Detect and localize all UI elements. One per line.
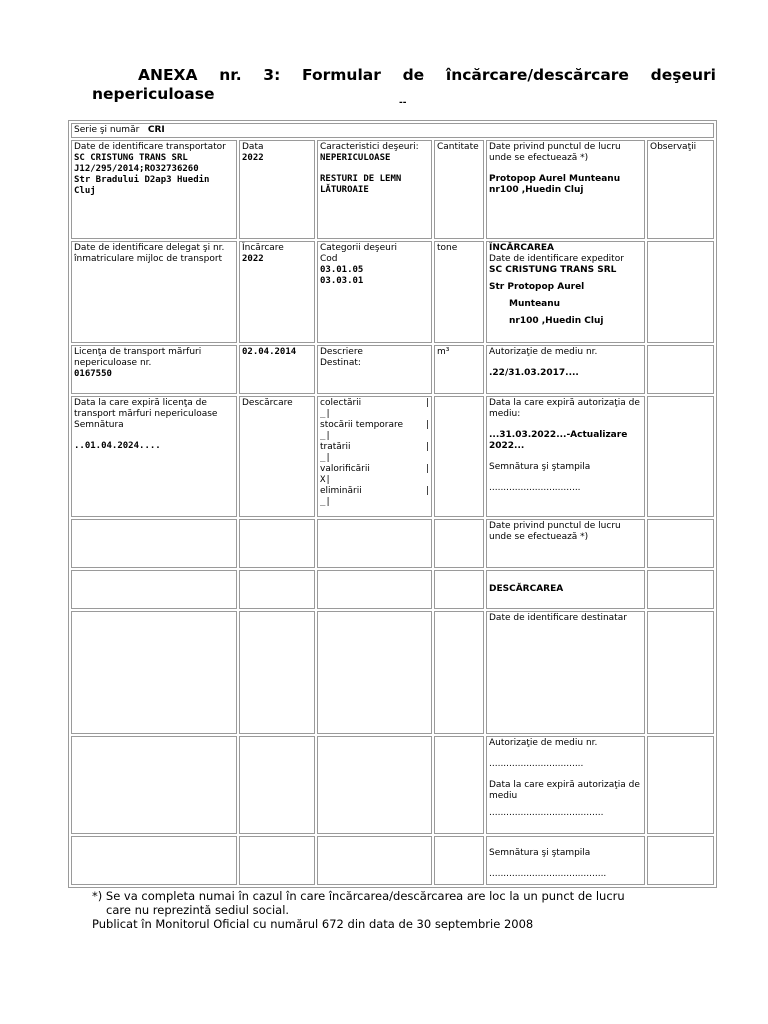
empty-cell: [71, 519, 237, 568]
empty-cell: [434, 519, 484, 568]
empty-cell: [317, 570, 432, 609]
empty-cell: [317, 519, 432, 568]
waste-code-2: 03.03.01: [320, 275, 364, 286]
descarcare-cell: Descărcare: [239, 396, 315, 517]
cantitate-cell: Cantitate: [434, 140, 484, 238]
op-mark: X|: [320, 475, 331, 486]
destinatar-cell: Date de identificare destinatar: [486, 611, 645, 734]
licenta-date: 02.04.2014: [242, 346, 297, 357]
empty-cell: [434, 611, 484, 734]
empty-cell: [71, 736, 237, 834]
empty-cell: [239, 570, 315, 609]
empty-cell: [434, 396, 484, 517]
expira-licenta-cell: Data la care expiră licenţa de transport mărfuri nepericuloase Semnătura ..01.04.2024....: [71, 396, 237, 517]
punct-lucru-descarcare-cell: Date privind punctul de lucru unde se efectuează *): [486, 519, 645, 568]
aut-expira-cell: Data la care expiră autorizaţia de mediu: ...31.03.2022...-Actualizare 2022... Semnătura şi ştampila ................................: [486, 396, 645, 517]
op-mark: _|: [320, 497, 331, 508]
empty-cell: [239, 836, 315, 885]
empty-cell: [434, 570, 484, 609]
autorizatie-destinatar-cell: Autorizaţie de mediu nr. ................................. Data la care expiră autorizaţia de mediu ........................................: [486, 736, 645, 834]
caracteristici-cell: Caracteristici deşeuri: NEPERICULOASE RESTURI DE LEMN LĂTUROAIE: [317, 140, 432, 238]
empty-cell: [317, 611, 432, 734]
observatii-cell: Observaţii: [647, 140, 714, 238]
descarcarea-cell: [486, 570, 645, 609]
autorizatie-cell: Autorizaţie de mediu nr. .22/31.03.2017....: [486, 345, 645, 394]
empty-cell: [647, 345, 714, 394]
empty-cell: [647, 836, 714, 885]
empty-cell: [434, 836, 484, 885]
empty-cell: [647, 736, 714, 834]
incarcarea-title: ÎNCĂRCAREA: [489, 242, 554, 253]
op-mark: _|: [320, 453, 331, 464]
categorii-cell: Categorii deşeuri Cod 03.01.05 03.03.01: [317, 241, 432, 343]
empty-cell: [71, 611, 237, 734]
publication-note: Publicat în Monitorul Oficial cu numărul 672 din data de 30 septembrie 2008: [92, 917, 534, 931]
empty-cell: [317, 736, 432, 834]
incarcare-cell: Încărcare 2022: [239, 241, 315, 343]
empty-cell: [239, 736, 315, 834]
serie-cell: Serie şi număr CRI: [71, 123, 714, 138]
operations-cell: colectării | _| stocării temporare | _| tratării | _| valorificării | X| eliminării | _|: [317, 396, 432, 517]
incarcarea-cell: ÎNCĂRCAREA Date de identificare expeditor SC CRISTUNG TRANS SRL Str Protopop Aurel Munteanu nr100 ,Huedin Cluj: [486, 241, 645, 343]
caracteristici-value: NEPERICULOASE: [320, 153, 391, 164]
empty-cell: [239, 611, 315, 734]
expeditor-address-2: Munteanu: [509, 298, 561, 309]
waste-form-table: [68, 120, 717, 888]
document-title: ANEXA nr. 3: Formular de încărcare/descărcare deşeuri nepericuloase: [92, 66, 716, 103]
footnote: *) Se va completa numai în cazul în care încărcarea/descărcarea are loc la un punct de lucru: [92, 889, 625, 903]
empty-cell: [71, 570, 237, 609]
document-footer: [92, 889, 716, 931]
op-mark: _|: [320, 431, 331, 442]
empty-cell: [647, 241, 714, 343]
aut-expira-value: ...31.03.2022...-Actualizare 2022...: [489, 430, 628, 452]
footnote-continued: care nu reprezintă sediul social.: [106, 903, 290, 917]
op-mark: _|: [320, 409, 331, 420]
empty-cell: [647, 519, 714, 568]
expeditor-address-3: nr100 ,Huedin Cluj: [509, 315, 604, 326]
autorizatie-value: .22/31.03.2017....: [489, 367, 579, 378]
empty-cell: [317, 836, 432, 885]
unit-cell: tone: [434, 241, 484, 343]
punct-lucru-value: Protopop Aurel Munteanu nr100 ,Huedin Cluj: [489, 174, 621, 196]
semnatura-destinatar-cell: Semnătura şi ştampila .........................................: [486, 836, 645, 885]
transportator-name: SC CRISTUNG TRANS SRL: [74, 153, 188, 164]
transportator-address: Str Bradului D2ap3 Huedin Cluj: [74, 175, 210, 197]
incarcare-value: 2022: [242, 253, 264, 264]
descriere-cell: Descriere Destinat:: [317, 345, 432, 394]
empty-cell: [647, 611, 714, 734]
data-value: 2022: [242, 153, 264, 164]
waste-code-1: 03.01.05: [320, 264, 364, 275]
waste-description-1: RESTURI DE LEMN: [320, 174, 402, 185]
transportator-reg: J12/295/2014;RO32736260: [74, 164, 199, 175]
licenta-cell: Licenţa de transport mărfuri nepericuloase nr. 0167550: [71, 345, 237, 394]
punct-lucru-cell: Date privind punctul de lucru unde se efectuează *) Protopop Aurel Munteanu nr100 ,Huedin Cluj: [486, 140, 645, 238]
descarcarea-title: DESCĂRCAREA: [489, 583, 564, 594]
data-cell: Data 2022: [239, 140, 315, 238]
licenta-value: 0167550: [74, 368, 112, 379]
serie-value: CRI: [147, 125, 165, 135]
licenta-date-cell: [239, 345, 315, 394]
empty-cell: [647, 570, 714, 609]
unit-m3-cell: m³: [434, 345, 484, 394]
empty-cell: [239, 519, 315, 568]
expira-licenta-value: ..01.04.2024....: [74, 441, 161, 452]
transportator-cell: Date de identificare transportator SC CRISTUNG TRANS SRL J12/295/2014;RO32736260 Str Bradului D2ap3 Huedin Cluj: [71, 140, 237, 238]
empty-cell: [434, 736, 484, 834]
empty-cell: [647, 396, 714, 517]
empty-cell: [71, 836, 237, 885]
expeditor-address-1: Str Protopop Aurel: [489, 281, 585, 292]
waste-description-2: LĂTUROAIE: [320, 185, 369, 196]
expeditor-name: SC CRISTUNG TRANS SRL: [489, 264, 617, 275]
title-mark: --: [399, 98, 407, 108]
delegat-cell: Date de identificare delegat şi nr. înmatriculare mijloc de transport: [71, 241, 237, 343]
